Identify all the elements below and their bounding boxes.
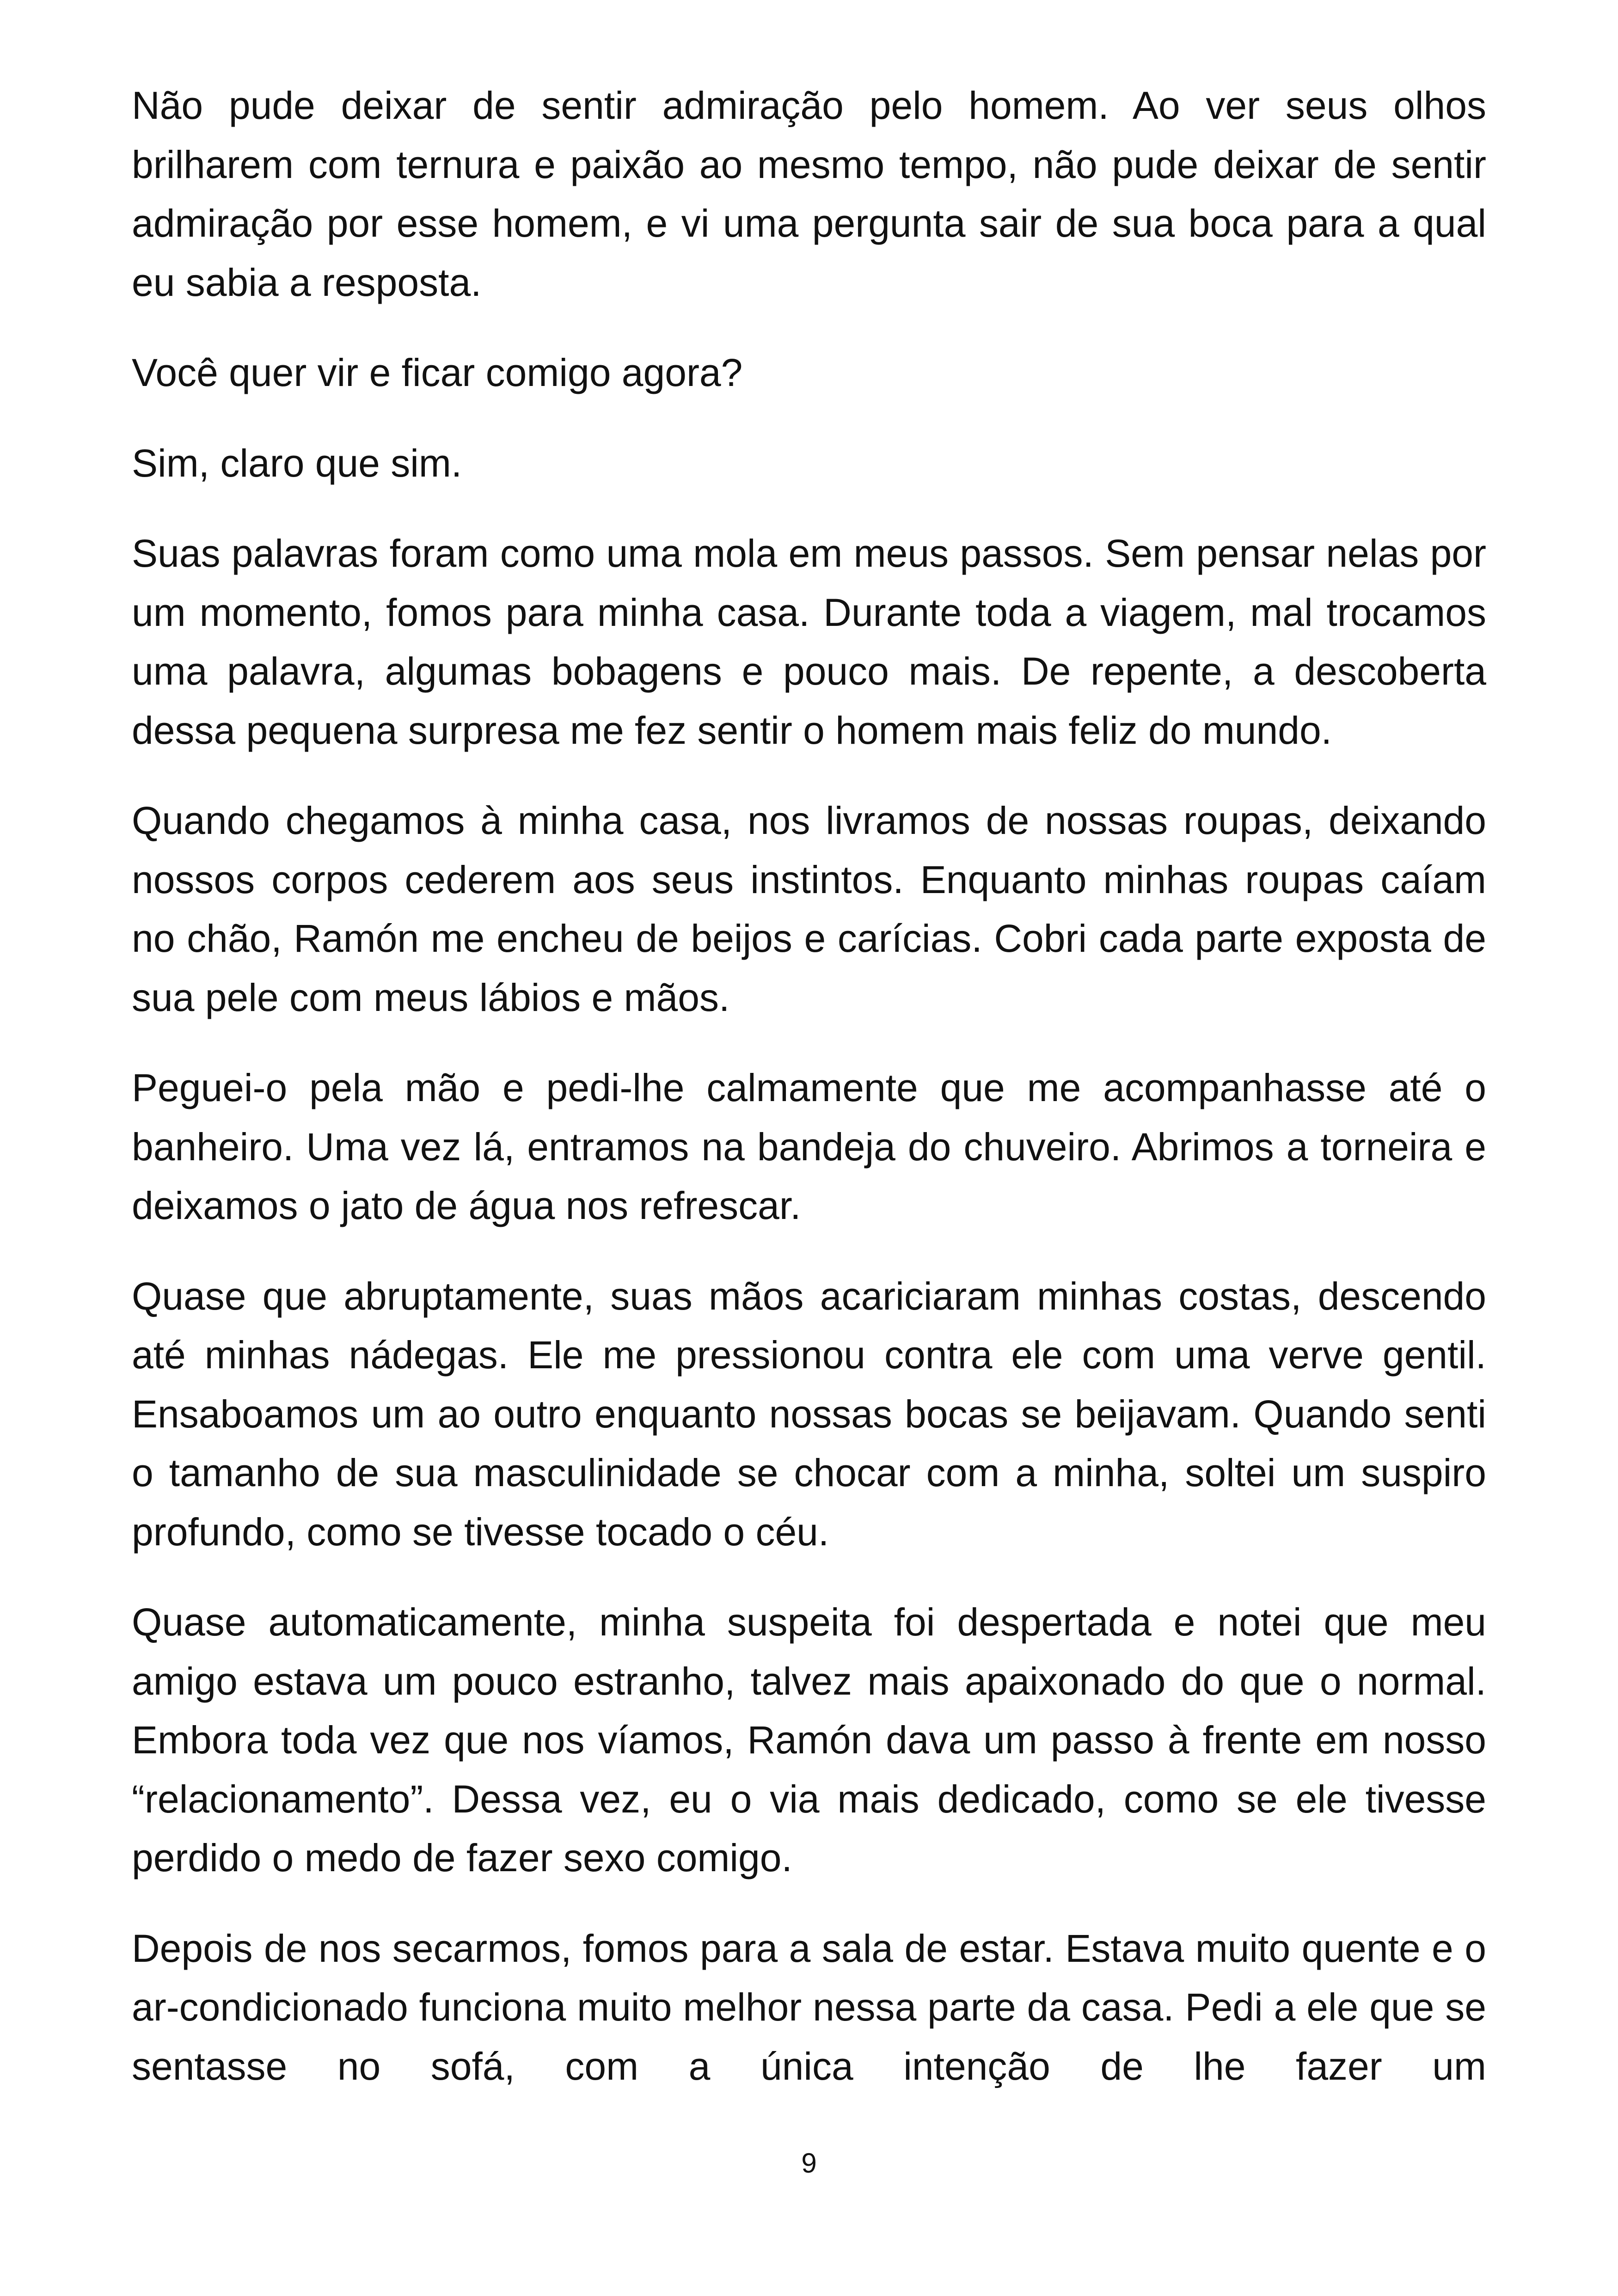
paragraph: Quando chegamos à minha casa, nos livramos de nossas roupas, deixando nossos corpos cederem aos seus instintos. Enquanto minhas roupas caíam no chão, Ramón me encheu de beijos e carícias. Cobri cada parte exposta de sua pele com meus lábios e mãos. [132,799,1486,1019]
paragraph: Peguei-o pela mão e pedi-lhe calmamente que me acompanhasse até o banheiro. Uma vez lá, entramos na bandeja do chuveiro. Abrimos a torneira e deixamos o jato de água nos refrescar. [132,1066,1486,1227]
paragraph: Você quer vir e ficar comigo agora? [132,351,743,394]
paragraph: Quase automaticamente, minha suspeita foi despertada e notei que meu amigo estava um pouco estranho, talvez mais apaixonado do que o normal. Embora toda vez que nos víamos, Ramón dava um passo à frente em nosso “relacionamento”. Dessa vez, eu o via mais dedicado, como se ele tivesse perdido o medo de fazer sexo comigo. [132,1600,1486,1880]
paragraph: Quase que abruptamente, suas mãos acariciaram minhas costas, descendo até minhas nádegas. Ele me pressionou contra ele com uma verve gentil. Ensaboamos um ao outro enquanto nossas bocas se beijavam. Quando senti o tamanho de sua masculinidade se chocar com a minha, soltei um suspiro profundo, como se tivesse tocado o céu. [132,1274,1486,1554]
page-body [132,76,1486,2096]
paragraph: Suas palavras foram como uma mola em meus passos. Sem pensar nelas por um momento, fomos para minha casa. Durante toda a viagem, mal trocamos uma palavra, algumas bobagens e pouco mais. De repente, a descoberta dessa pequena surpresa me fez sentir o homem mais feliz do mundo. [132,532,1486,752]
page-number: 9 [801,2148,817,2179]
paragraph: Depois de nos secarmos, fomos para a sala de estar. Estava muito quente e o ar-condicionado funciona muito melhor nessa parte da casa. Pedi a ele que se sentasse no sofá, com a única intenção de lhe fazer um [132,1926,1486,2088]
paragraph: Sim, claro que sim. [132,441,462,485]
paragraph: Não pude deixar de sentir admiração pelo homem. Ao ver seus olhos brilharem com ternura e paixão ao mesmo tempo, não pude deixar de sentir admiração por esse homem, e vi uma pergunta sair de sua boca para a qual eu sabia a resposta. [132,84,1486,304]
